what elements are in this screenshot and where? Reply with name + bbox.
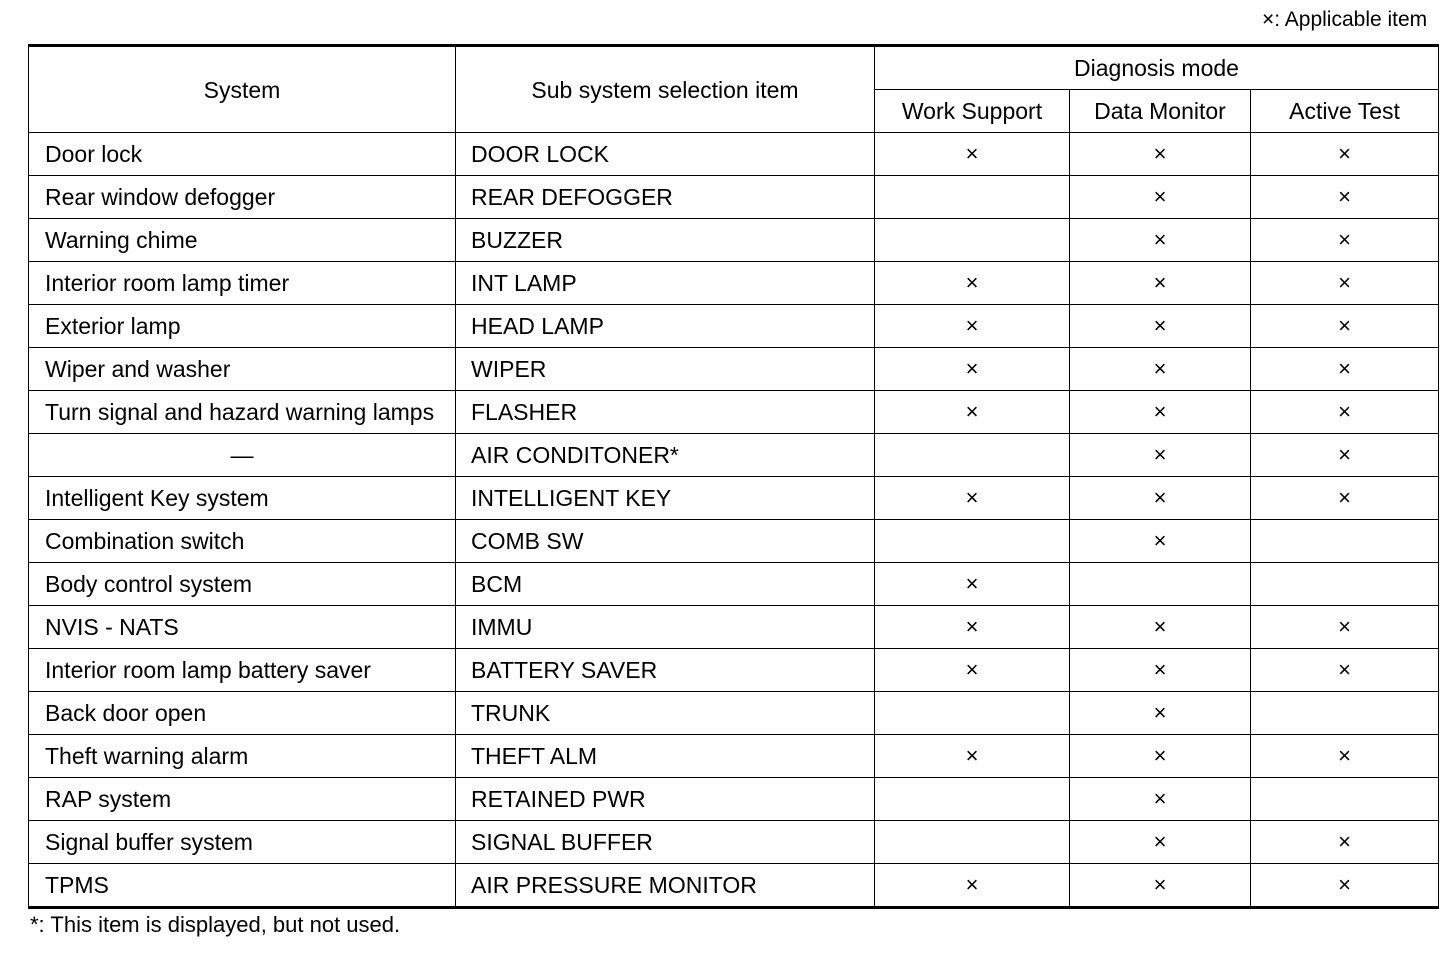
sub-system-cell: BUZZER bbox=[456, 219, 875, 262]
table-row bbox=[29, 692, 1439, 735]
footnote: *: This item is displayed, but not used. bbox=[30, 912, 401, 937]
table-row bbox=[29, 520, 1439, 563]
sub-system-cell: AIR PRESSURE MONITOR bbox=[456, 864, 875, 908]
active-test-cell: × bbox=[1251, 391, 1439, 434]
header-diagnosis-mode: Diagnosis mode bbox=[875, 46, 1439, 90]
system-cell: NVIS - NATS bbox=[29, 606, 456, 649]
active-test-cell bbox=[1251, 520, 1439, 563]
table-row bbox=[29, 821, 1439, 864]
sub-system-cell: SIGNAL BUFFER bbox=[456, 821, 875, 864]
data-monitor-cell bbox=[1070, 563, 1251, 606]
table-row bbox=[29, 348, 1439, 391]
active-test-cell: × bbox=[1251, 477, 1439, 520]
system-cell: Theft warning alarm bbox=[29, 735, 456, 778]
sub-system-cell: HEAD LAMP bbox=[456, 305, 875, 348]
sub-system-cell: TRUNK bbox=[456, 692, 875, 735]
system-cell: Warning chime bbox=[29, 219, 456, 262]
data-monitor-cell: × bbox=[1070, 778, 1251, 821]
table-row bbox=[29, 477, 1439, 520]
active-test-cell: × bbox=[1251, 176, 1439, 219]
data-monitor-cell: × bbox=[1070, 649, 1251, 692]
system-cell: TPMS bbox=[29, 864, 456, 908]
data-monitor-cell: × bbox=[1070, 520, 1251, 563]
table-row bbox=[29, 735, 1439, 778]
work-support-cell: × bbox=[875, 133, 1070, 176]
sub-system-cell: INT LAMP bbox=[456, 262, 875, 305]
header-work-support: Work Support bbox=[875, 90, 1070, 133]
sub-system-cell: IMMU bbox=[456, 606, 875, 649]
sub-system-cell: FLASHER bbox=[456, 391, 875, 434]
work-support-cell: × bbox=[875, 305, 1070, 348]
active-test-cell: × bbox=[1251, 133, 1439, 176]
data-monitor-cell: × bbox=[1070, 219, 1251, 262]
work-support-cell: × bbox=[875, 391, 1070, 434]
table-row bbox=[29, 176, 1439, 219]
header-system: System bbox=[29, 46, 456, 133]
system-cell: Wiper and washer bbox=[29, 348, 456, 391]
data-monitor-cell: × bbox=[1070, 821, 1251, 864]
sub-system-cell: WIPER bbox=[456, 348, 875, 391]
active-test-cell bbox=[1251, 778, 1439, 821]
sub-system-cell: RETAINED PWR bbox=[456, 778, 875, 821]
data-monitor-cell: × bbox=[1070, 606, 1251, 649]
table-row bbox=[29, 649, 1439, 692]
active-test-cell: × bbox=[1251, 821, 1439, 864]
work-support-cell bbox=[875, 219, 1070, 262]
system-cell: Exterior lamp bbox=[29, 305, 456, 348]
work-support-cell: × bbox=[875, 735, 1070, 778]
work-support-cell: × bbox=[875, 477, 1070, 520]
sub-system-cell: AIR CONDITONER* bbox=[456, 434, 875, 477]
sub-system-cell: BCM bbox=[456, 563, 875, 606]
table-row bbox=[29, 778, 1439, 821]
table-row bbox=[29, 219, 1439, 262]
table-header bbox=[29, 46, 1439, 133]
active-test-cell: × bbox=[1251, 262, 1439, 305]
header-sub-system: Sub system selection item bbox=[456, 46, 875, 133]
sub-system-cell: REAR DEFOGGER bbox=[456, 176, 875, 219]
data-monitor-cell: × bbox=[1070, 176, 1251, 219]
data-monitor-cell: × bbox=[1070, 864, 1251, 908]
table-row bbox=[29, 563, 1439, 606]
table-row bbox=[29, 864, 1439, 908]
system-cell: Rear window defogger bbox=[29, 176, 456, 219]
data-monitor-cell: × bbox=[1070, 305, 1251, 348]
table-row bbox=[29, 606, 1439, 649]
sub-system-cell: DOOR LOCK bbox=[456, 133, 875, 176]
work-support-cell bbox=[875, 821, 1070, 864]
active-test-cell: × bbox=[1251, 348, 1439, 391]
system-cell: Signal buffer system bbox=[29, 821, 456, 864]
active-test-cell bbox=[1251, 563, 1439, 606]
work-support-cell: × bbox=[875, 606, 1070, 649]
active-test-cell: × bbox=[1251, 649, 1439, 692]
legend-applicable-item: ×: Applicable item bbox=[1262, 8, 1428, 31]
work-support-cell: × bbox=[875, 563, 1070, 606]
table-row bbox=[29, 391, 1439, 434]
active-test-cell: × bbox=[1251, 434, 1439, 477]
active-test-cell: × bbox=[1251, 305, 1439, 348]
table-row bbox=[29, 133, 1439, 176]
system-cell: Body control system bbox=[29, 563, 456, 606]
active-test-cell: × bbox=[1251, 735, 1439, 778]
work-support-cell bbox=[875, 692, 1070, 735]
active-test-cell: × bbox=[1251, 219, 1439, 262]
table-row bbox=[29, 305, 1439, 348]
work-support-cell bbox=[875, 434, 1070, 477]
work-support-cell bbox=[875, 778, 1070, 821]
table-row bbox=[29, 262, 1439, 305]
active-test-cell: × bbox=[1251, 606, 1439, 649]
system-cell: Combination switch bbox=[29, 520, 456, 563]
sub-system-cell: INTELLIGENT KEY bbox=[456, 477, 875, 520]
system-cell: RAP system bbox=[29, 778, 456, 821]
sub-system-cell: COMB SW bbox=[456, 520, 875, 563]
sub-system-cell: THEFT ALM bbox=[456, 735, 875, 778]
active-test-cell: × bbox=[1251, 864, 1439, 908]
diagnosis-mode-table bbox=[28, 44, 1439, 909]
header-active-test: Active Test bbox=[1251, 90, 1439, 133]
work-support-cell: × bbox=[875, 262, 1070, 305]
work-support-cell: × bbox=[875, 348, 1070, 391]
system-cell: Turn signal and hazard warning lamps bbox=[29, 391, 456, 434]
work-support-cell bbox=[875, 176, 1070, 219]
work-support-cell bbox=[875, 520, 1070, 563]
data-monitor-cell: × bbox=[1070, 133, 1251, 176]
work-support-cell: × bbox=[875, 864, 1070, 908]
data-monitor-cell: × bbox=[1070, 692, 1251, 735]
sub-system-cell: BATTERY SAVER bbox=[456, 649, 875, 692]
data-monitor-cell: × bbox=[1070, 262, 1251, 305]
table-body bbox=[29, 133, 1439, 908]
system-cell: Intelligent Key system bbox=[29, 477, 456, 520]
data-monitor-cell: × bbox=[1070, 348, 1251, 391]
header-data-monitor: Data Monitor bbox=[1070, 90, 1251, 133]
system-cell: Interior room lamp timer bbox=[29, 262, 456, 305]
work-support-cell: × bbox=[875, 649, 1070, 692]
system-cell: — bbox=[29, 434, 456, 477]
data-monitor-cell: × bbox=[1070, 391, 1251, 434]
active-test-cell bbox=[1251, 692, 1439, 735]
system-cell: Interior room lamp battery saver bbox=[29, 649, 456, 692]
data-monitor-cell: × bbox=[1070, 434, 1251, 477]
system-cell: Door lock bbox=[29, 133, 456, 176]
data-monitor-cell: × bbox=[1070, 735, 1251, 778]
data-monitor-cell: × bbox=[1070, 477, 1251, 520]
table-row bbox=[29, 434, 1439, 477]
system-cell: Back door open bbox=[29, 692, 456, 735]
